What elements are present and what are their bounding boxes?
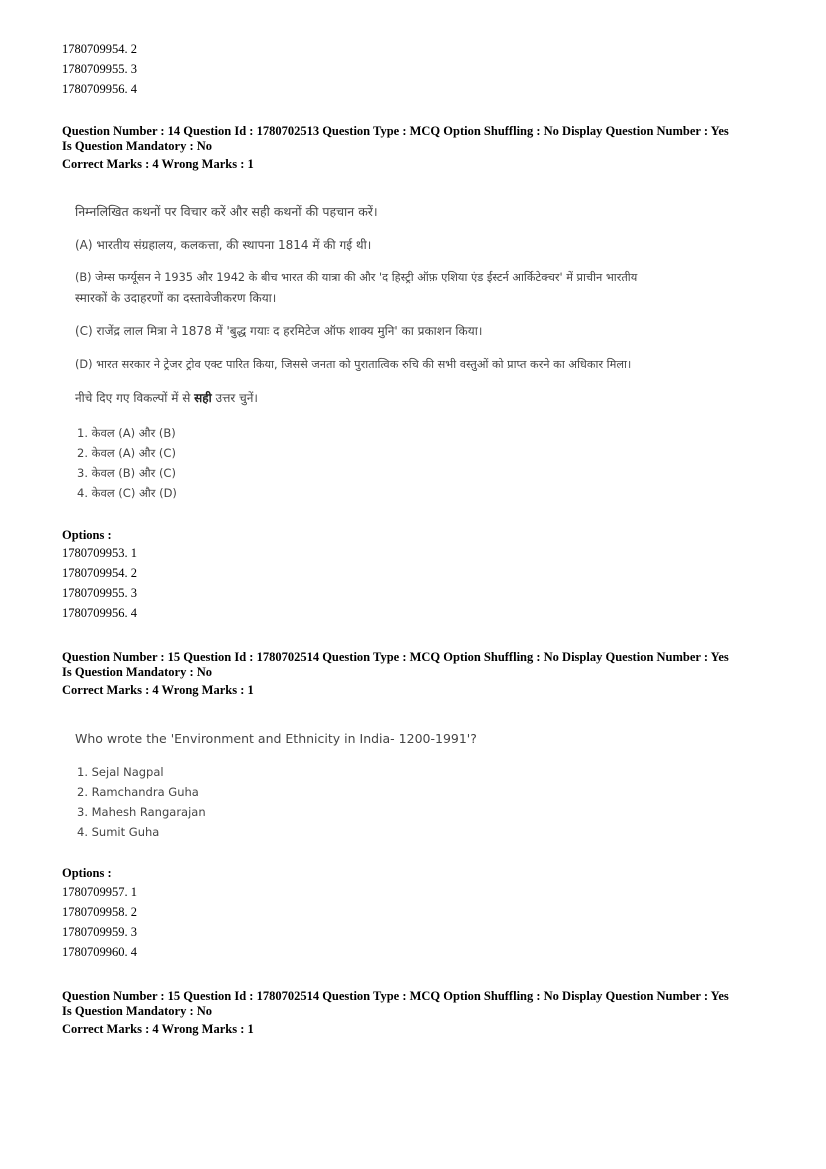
answer-choice: 2. केवल (A) और (C) xyxy=(77,446,176,460)
statement-b-continued: स्मारकों के उदाहरणों का दस्तावेजीकरण किया। xyxy=(75,291,277,305)
instruction-pre: नीचे दिए गए विकल्पों में से xyxy=(75,391,195,405)
statement-c: (C) राजेंद्र लाल मित्रा ने 1878 में 'बुद्ध गयाः द हरमिटेज ऑफ शाक्य मुनि' का प्रकाशन किया। xyxy=(75,324,483,338)
question-mandatory: Is Question Mandatory : No xyxy=(62,665,213,679)
question-instruction xyxy=(75,390,258,406)
option-line: 1780709960. 4 xyxy=(62,945,137,959)
options-label: Options : xyxy=(62,866,112,880)
option-line: 1780709956. 4 xyxy=(62,606,137,620)
option-line: 1780709954. 2 xyxy=(62,566,137,580)
question-marks: Correct Marks : 4 Wrong Marks : 1 xyxy=(62,157,254,171)
answer-choice: 4. Sumit Guha xyxy=(77,825,160,839)
statement-b: (B) जेम्स फर्ग्यूसन ने 1935 और 1942 के बीच भारत की यात्रा की और 'द हिस्ट्री ऑफ़ एशिया एंड ईस्टर्न आर्किटेक्चर' में प्राचीन भारतीय xyxy=(75,271,638,284)
question-header: Question Number : 15 Question Id : 1780702514 Question Type : MCQ Option Shuffling : No Display Question Number : Yes xyxy=(62,989,729,1003)
answer-choice: 1. Sejal Nagpal xyxy=(77,765,164,779)
question-marks: Correct Marks : 4 Wrong Marks : 1 xyxy=(62,1022,254,1036)
options-label: Options : xyxy=(62,528,112,542)
question-mandatory: Is Question Mandatory : No xyxy=(62,139,213,153)
statement-a: (A) भारतीय संग्रहालय, कलकत्ता, की स्थापना 1814 में की गई थी। xyxy=(75,238,372,252)
option-line: 1780709955. 3 xyxy=(62,62,137,76)
question-text: Who wrote the 'Environment and Ethnicity in India- 1200-1991'? xyxy=(75,731,477,746)
answer-choice: 1. केवल (A) और (B) xyxy=(77,426,176,440)
question-mandatory: Is Question Mandatory : No xyxy=(62,1004,213,1018)
option-line: 1780709958. 2 xyxy=(62,905,137,919)
question-intro: निम्नलिखित कथनों पर विचार करें और सही कथनों की पहचान करें। xyxy=(75,204,378,219)
instruction-bold: सही xyxy=(194,391,212,405)
option-line: 1780709955. 3 xyxy=(62,586,137,600)
option-line: 1780709954. 2 xyxy=(62,42,137,56)
question-header: Question Number : 14 Question Id : 1780702513 Question Type : MCQ Option Shuffling : No Display Question Number : Yes xyxy=(62,124,729,138)
answer-choice: 2. Ramchandra Guha xyxy=(77,785,199,799)
option-line: 1780709959. 3 xyxy=(62,925,137,939)
question-marks: Correct Marks : 4 Wrong Marks : 1 xyxy=(62,683,254,697)
answer-choice: 3. केवल (B) और (C) xyxy=(77,466,176,480)
answer-choice: 3. Mahesh Rangarajan xyxy=(77,805,206,819)
answer-choice: 4. केवल (C) और (D) xyxy=(77,486,177,500)
statement-d: (D) भारत सरकार ने ट्रेजर ट्रोव एक्ट पारित किया, जिससे जनता को पुरातात्विक रुचि की सभी वस्तुओं को प्राप्त करने का अधिकार मिला। xyxy=(75,358,632,371)
question-header: Question Number : 15 Question Id : 1780702514 Question Type : MCQ Option Shuffling : No Display Question Number : Yes xyxy=(62,650,729,664)
instruction-post: उत्तर चुनें। xyxy=(211,391,258,405)
option-line: 1780709956. 4 xyxy=(62,82,137,96)
option-line: 1780709957. 1 xyxy=(62,885,137,899)
option-line: 1780709953. 1 xyxy=(62,546,137,560)
